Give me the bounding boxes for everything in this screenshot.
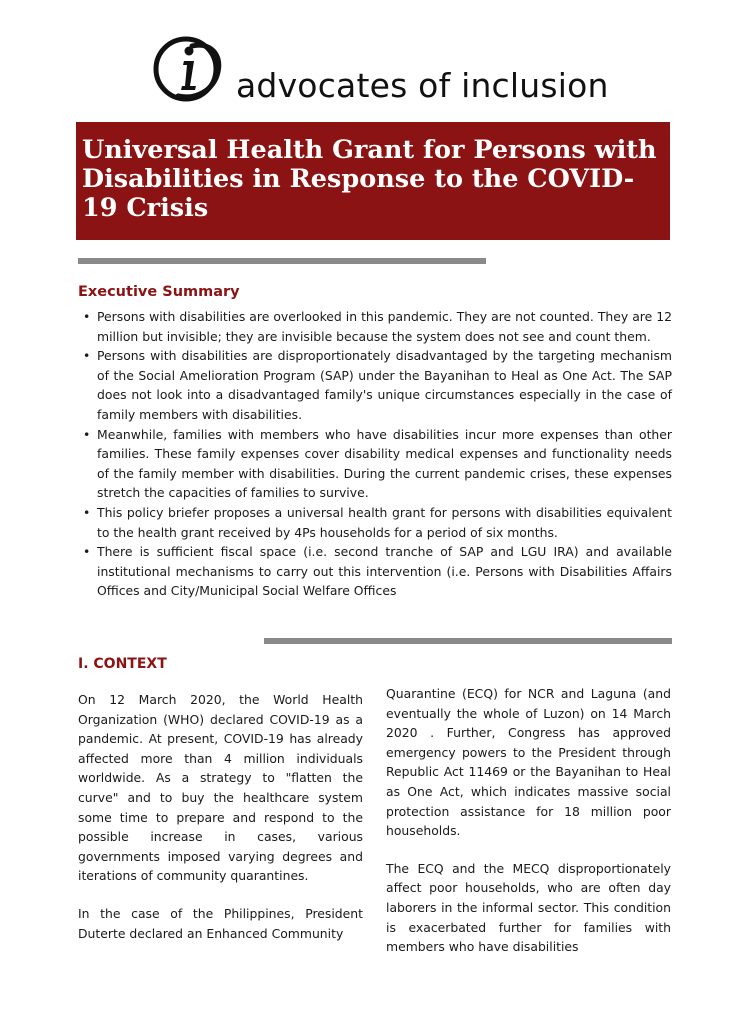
context-heading: I. CONTEXT [78, 656, 167, 672]
list-item: • Persons with disabilities are overlooked in this pandemic. They are not counted. They are 12 million but invisible; they are invisible because the system does not see and count them. [83, 309, 672, 344]
executive-summary-list [78, 307, 672, 601]
list-item: • This policy briefer proposes a universal health grant for persons with disabilities equivalent to the health grant received by 4Ps households for a period of six months. [83, 504, 672, 540]
bullet-icon: • [83, 504, 91, 520]
executive-summary-heading: Executive Summary [78, 284, 240, 300]
document-title: Universal Health Grant for Persons with Disabilities in Response to the COVID-19 Crisis [82, 135, 657, 223]
bullet-icon: • [83, 544, 91, 560]
paragraph: In the case of the Philippines, President Duterte declared an Enhanced Community [78, 905, 363, 941]
context-right-column [386, 684, 671, 957]
bullet-icon: • [83, 426, 91, 442]
divider-bar [264, 638, 672, 644]
info-circle-logo-icon [152, 34, 238, 106]
title-banner [76, 122, 670, 240]
paragraph: Quarantine (ECQ) for NCR and Laguna (and eventually the whole of Luzon) on 14 March 2020 . Further, Congress has approved emergency powers to the President through Republic Act 11469 or the Bayanihan to Heal as One Act, which indicates massive social protection assistance for 18 million poor households. [386, 686, 671, 839]
paragraph: On 12 March 2020, the World Health Organization (WHO) declared COVID-19 as a pandemic. At present, COVID-19 has already affected more than 4 million individuals worldwide. As a strategy to "flatten the curve" and to buy the healthcare system some time to prepare and respond to the possible increase in cases, various governments imposed varying degrees and iterations of community quarantines. [78, 692, 363, 884]
paragraph: The ECQ and the MECQ disproportionately affect poor households, who are often day laborers in the informal sector. This condition is exacerbated further for families with members who have disabilities [386, 860, 671, 955]
divider-bar [78, 258, 486, 264]
bullet-icon: • [83, 348, 91, 364]
logo-text: advocates of inclusion [236, 66, 609, 105]
list-item: • There is sufficient fiscal space (i.e. second tranche of SAP and LGU IRA) and available institutional mechanisms to carry out this intervention (i.e. Persons with Disabilities Affairs Offices and City/Municipal Social Welfare Offices [83, 544, 672, 599]
list-item: • Persons with disabilities are disproportionately disadvantaged by the targeting mechanism of the Social Amelioration Program (SAP) under the Bayanihan to Heal as One Act. The SAP does not look into a disadvantaged family's unique circumstances especially in the case of family members with disabilities. [83, 348, 672, 422]
list-item: • Meanwhile, families with members who have disabilities incur more expenses than other families. These family expenses cover disability medical expenses and functionality needs of the family member with disabilities. During the current pandemic crises, these expenses stretch the capacities of families to survive. [83, 426, 672, 501]
bullet-icon: • [83, 309, 91, 324]
context-left-column [78, 690, 363, 943]
